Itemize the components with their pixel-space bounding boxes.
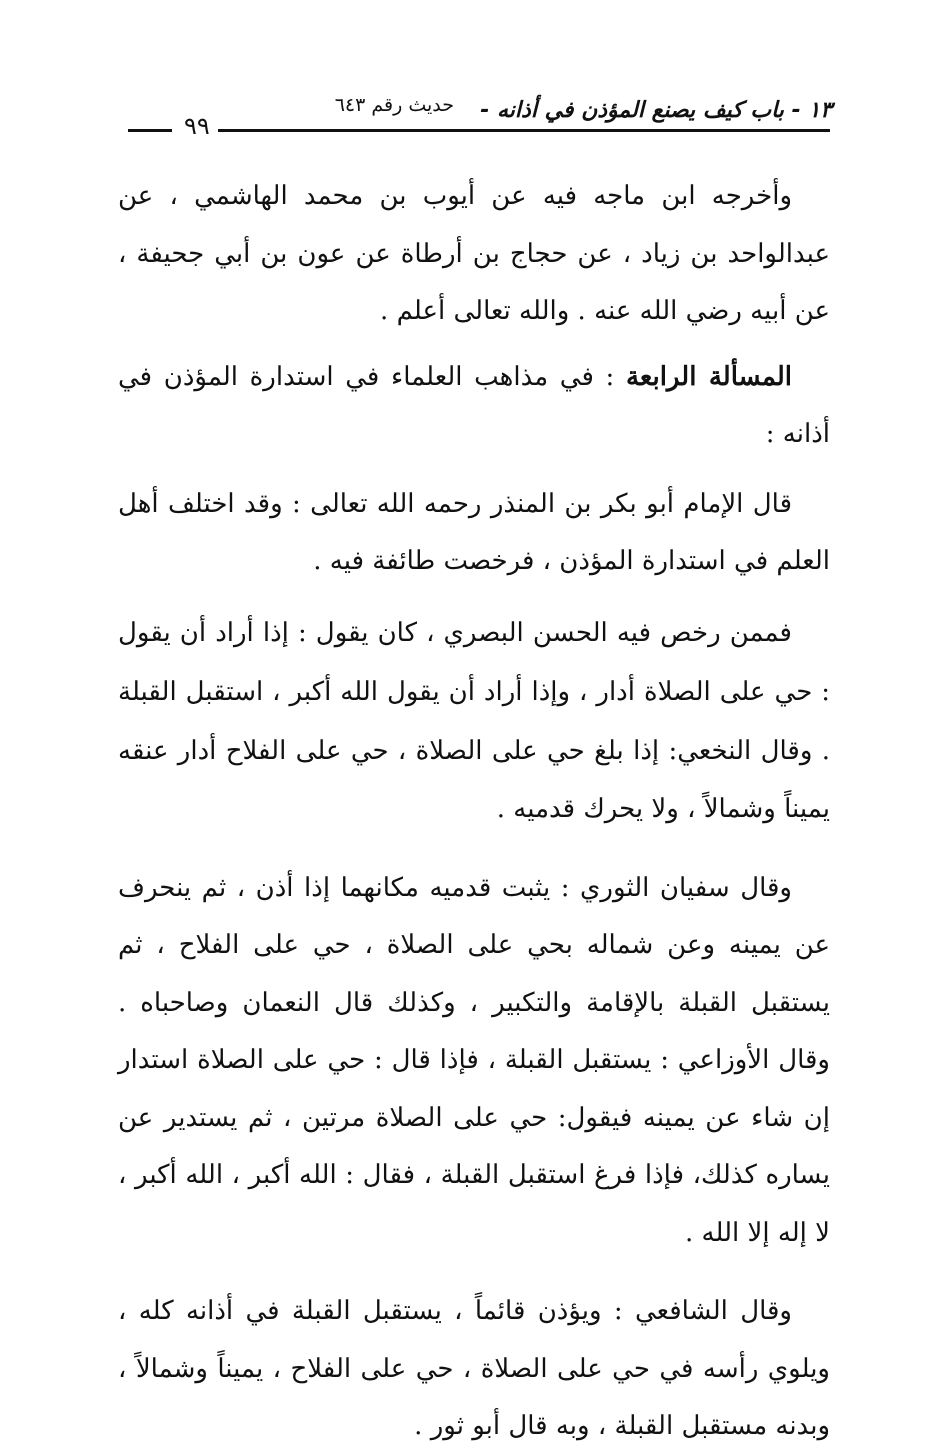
page-number-dash	[128, 129, 172, 132]
paragraph-fourth-issue	[118, 349, 830, 464]
header-rule	[218, 129, 830, 132]
chapter-title: ١٣ - باب كيف يصنع المؤذن في أذانه -	[480, 98, 832, 123]
issue-heading-text: : في مذاهب العلماء في استدارة المؤذن في أذانه :	[118, 361, 830, 449]
paragraph-shafii: وقال الشافعي : ويؤذن قائماً ، يستقبل القبلة في أذانه كله ، ويلوي رأسه في حي على الصلاة ، حي على الفلاح ، يميناً وشمالاً ، وبدنه مستقبل القبلة ، وبه قال أبو ثور .	[118, 1296, 830, 1442]
page-header	[120, 86, 832, 140]
issue-heading: المسألة الرابعة	[625, 361, 793, 392]
page-number: ٩٩	[184, 112, 210, 140]
paragraph-sufyan-thawri: وقال سفيان الثوري : يثبت قدميه مكانهما إذا أذن ، ثم ينحرف عن يمينه وعن شماله بحي على الصلاة ، حي على الفلاح ، ثم يستقبل القبلة بالإقامة والتكبير ، وكذلك قال النعمان وصاحباه . وقال الأوزاعي : يستقبل القبلة ، فإذا قال : حي على الصلاة استدار إن شاء عن يمينه فيقول: حي على الصلاة مرتين ، ثم يستدير عن يساره كذلك، فإذا فرغ استقبل القبلة ، فقال : الله أكبر ، الله أكبر ، لا إله إلا الله .	[118, 872, 830, 1248]
paragraph-hasan-basri: فممن رخص فيه الحسن البصري ، كان يقول : إذا أراد أن يقول : حي على الصلاة أدار ، وإذا أراد أن يقول الله أكبر ، استقبل القبلة . وقال النخعي: إذا بلغ حي على الصلاة ، حي على الفلاح أدار عنقه يميناً وشمالاً ، ولا يحرك قدميه .	[118, 618, 830, 825]
hadith-reference: حديث رقم ٦٤٣	[334, 94, 454, 116]
page-body	[118, 168, 830, 1456]
paragraph-ibn-al-mundhir: قال الإمام أبو بكر بن المنذر رحمه الله تعالى : وقد اختلف أهل العلم في استدارة المؤذن ، فرخصت طائفة فيه .	[118, 488, 830, 576]
paragraph-ibn-majah: وأخرجه ابن ماجه فيه عن أيوب بن محمد الهاشمي ، عن عبدالواحد بن زياد ، عن حجاج بن أرطاة عن عون بن أبي جحيفة ، عن أبيه رضي الله عنه . والله تعالى أعلم .	[118, 181, 830, 326]
